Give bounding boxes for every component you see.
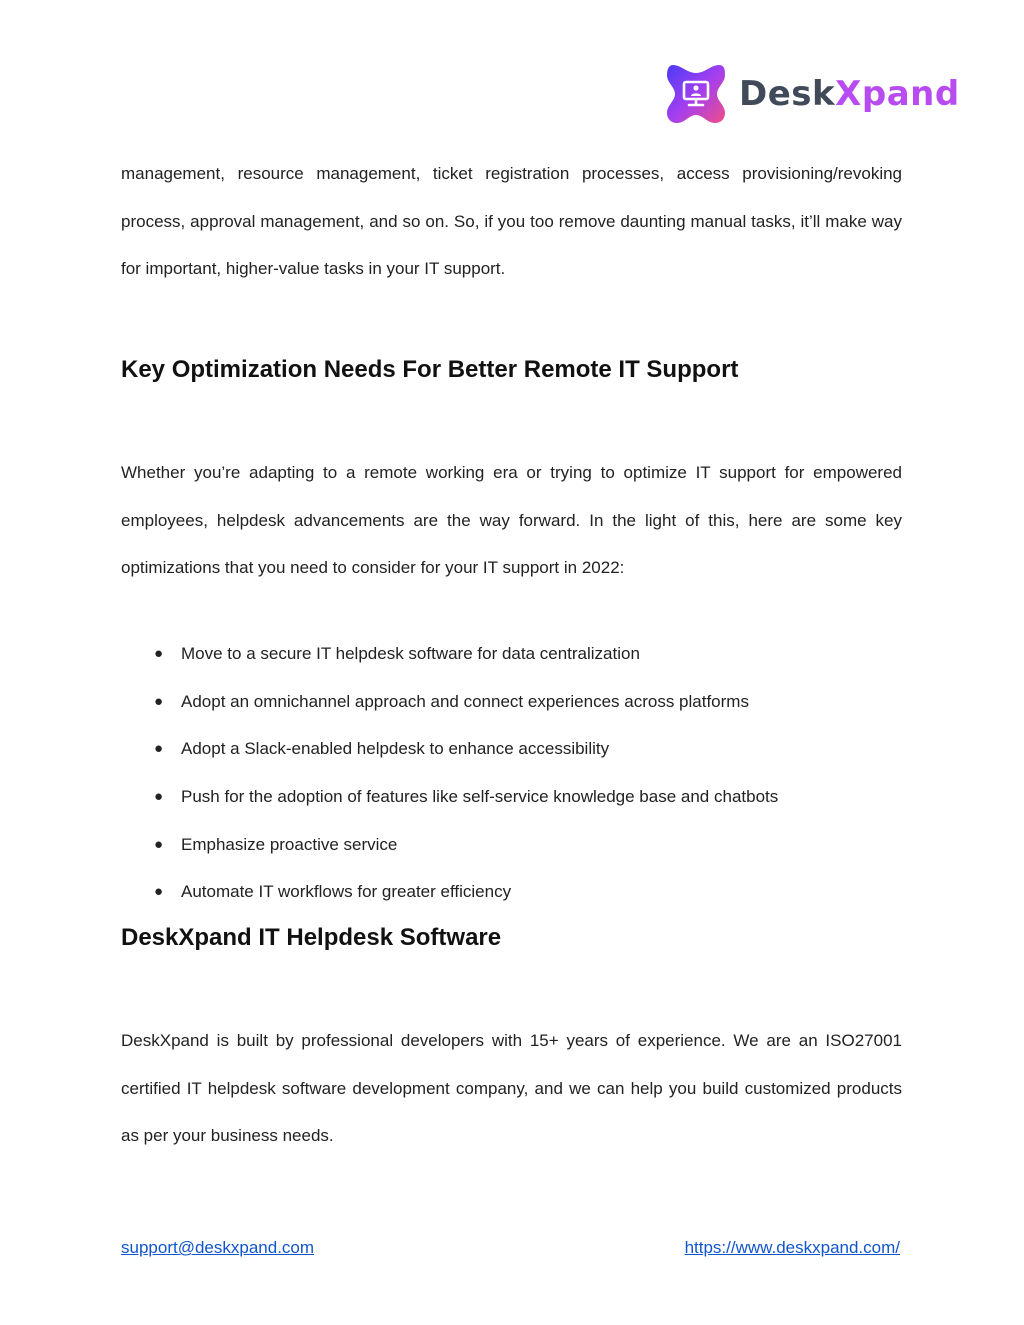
deskxpand-logo bbox=[663, 60, 960, 128]
list-item-text: Adopt an omnichannel approach and connect experiences across platforms bbox=[181, 691, 749, 711]
section-heading-key-optimization: Key Optimization Needs For Better Remote IT Support bbox=[121, 356, 739, 384]
list-item-text: Automate IT workflows for greater efficiency bbox=[181, 882, 512, 902]
bullet-icon: ● bbox=[154, 883, 164, 901]
list-item bbox=[121, 821, 902, 869]
list-item bbox=[121, 678, 902, 726]
bullet-icon: ● bbox=[154, 788, 164, 806]
section-paragraph-deskxpand-helpdesk: DeskXpand is built by professional developers with 15+ years of experience. We are an ISO27001 certified IT helpdesk software development company, and we can help you build customized products as per your business needs. bbox=[121, 1030, 902, 1146]
section-heading-deskxpand-helpdesk: DeskXpand IT Helpdesk Software bbox=[121, 924, 502, 952]
website-link[interactable]: https://www.deskxpand.com/ bbox=[684, 1238, 900, 1257]
support-email-link[interactable]: support@deskxpand.com bbox=[121, 1238, 315, 1257]
list-item-text: Move to a secure IT helpdesk software for data centralization bbox=[181, 644, 640, 664]
list-item bbox=[121, 773, 902, 821]
list-item bbox=[121, 630, 902, 678]
list-item bbox=[121, 868, 902, 916]
bullet-icon: ● bbox=[154, 740, 164, 758]
section-paragraph-key-optimization: Whether you’re adapting to a remote working era or trying to optimize IT support for empowered employees, helpdesk advancements are the way forward. In the light of this, here are some key optimizations that you need to consider for your IT support in 2022: bbox=[121, 462, 902, 578]
logo-mark-icon bbox=[663, 61, 729, 127]
optimization-bullet-list bbox=[121, 630, 902, 916]
bullet-icon: ● bbox=[154, 835, 164, 853]
logo-wordmark-xpand: Xpand bbox=[835, 74, 960, 114]
document-body bbox=[121, 150, 902, 1160]
intro-paragraph: management, resource management, ticket registration processes, access provisioning/revoking process, approval management, and so on. So, if you too remove daunting manual tasks, it’ll make way for important, higher-value tasks in your IT support. bbox=[121, 164, 902, 279]
list-item-text: Adopt a Slack-enabled helpdesk to enhance accessibility bbox=[181, 739, 610, 759]
list-item-text: Emphasize proactive service bbox=[181, 834, 398, 854]
logo-wordmark-desk: Desk bbox=[739, 74, 836, 114]
list-item-text: Push for the adoption of features like self-service knowledge base and chatbots bbox=[181, 787, 779, 807]
logo-wordmark bbox=[739, 74, 960, 114]
bullet-icon: ● bbox=[154, 645, 164, 663]
bullet-icon: ● bbox=[154, 692, 164, 710]
list-item bbox=[121, 725, 902, 773]
